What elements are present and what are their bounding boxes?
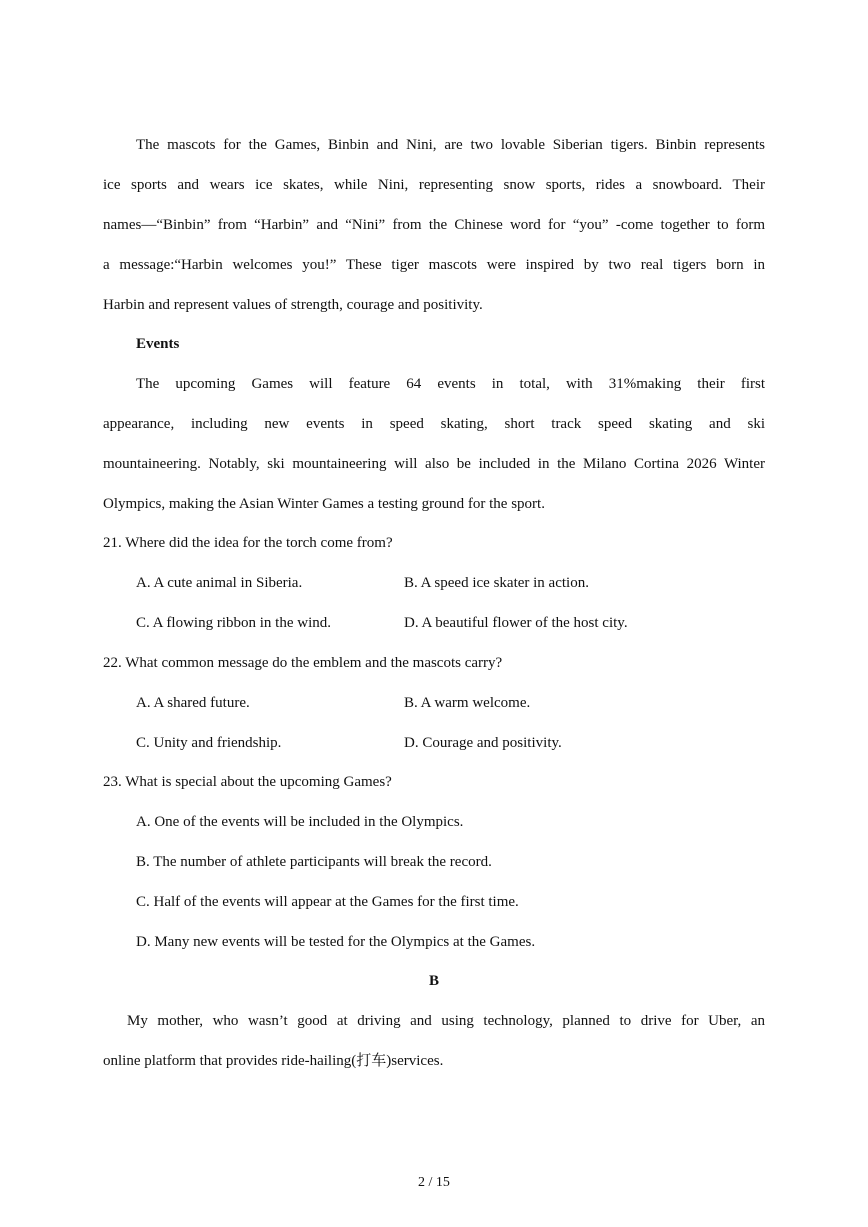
paragraph-line: mountaineering. Notably, ski mountaineering will also be included in the Milano Cortina 2026 Winter [103, 456, 765, 472]
option-c: C. A flowing ribbon in the wind. [136, 615, 331, 631]
question-stem: 21. Where did the idea for the torch come from? [103, 535, 393, 551]
paragraph-line: The mascots for the Games, Binbin and Nini, are two lovable Siberian tigers. Binbin represents [136, 137, 765, 153]
paragraph-line: Harbin and represent values of strength, courage and positivity. [103, 297, 483, 313]
events-heading: Events [136, 336, 180, 352]
paragraph-line: online platform that provides ride-hailing(打车)services. [103, 1053, 444, 1069]
paragraph-line: appearance, including new events in speed skating, short track speed skating and ski [103, 416, 765, 432]
option-b: B. A speed ice skater in action. [404, 575, 589, 591]
option-d: D. A beautiful flower of the host city. [404, 615, 628, 631]
option-d: D. Many new events will be tested for the Olympics at the Games. [136, 934, 536, 950]
question-stem: 22. What common message do the emblem and the mascots carry? [103, 655, 503, 671]
paragraph-line: names—“Binbin” from “Harbin” and “Nini” from the Chinese word for “you” -come together to form [103, 217, 765, 233]
option-a: A. A cute animal in Siberia. [136, 575, 303, 591]
option-c: C. Unity and friendship. [136, 735, 282, 751]
section-heading-b: B [428, 973, 439, 989]
option-a: A. One of the events will be included in the Olympics. [136, 814, 464, 830]
paragraph-line: The upcoming Games will feature 64 events in total, with 31%making their first [136, 376, 765, 392]
question-stem: 23. What is special about the upcoming Games? [103, 774, 392, 790]
paragraph-line: Olympics, making the Asian Winter Games a testing ground for the sport. [103, 496, 545, 512]
paragraph-line: My mother, who wasn’t good at driving and using technology, planned to drive for Uber, an [127, 1013, 765, 1029]
option-a: A. A shared future. [136, 695, 250, 711]
option-c: C. Half of the events will appear at the Games for the first time. [136, 894, 519, 910]
option-d: D. Courage and positivity. [404, 735, 562, 751]
paragraph-line: ice sports and wears ice skates, while Nini, representing snow sports, rides a snowboard. Their [103, 177, 765, 193]
option-b: B. The number of athlete participants will break the record. [136, 854, 492, 870]
option-b: B. A warm welcome. [404, 695, 531, 711]
paragraph-line: a message:“Harbin welcomes you!” These tiger mascots were inspired by two real tigers born in [103, 257, 765, 273]
page-number: 2 / 15 [418, 1175, 450, 1190]
